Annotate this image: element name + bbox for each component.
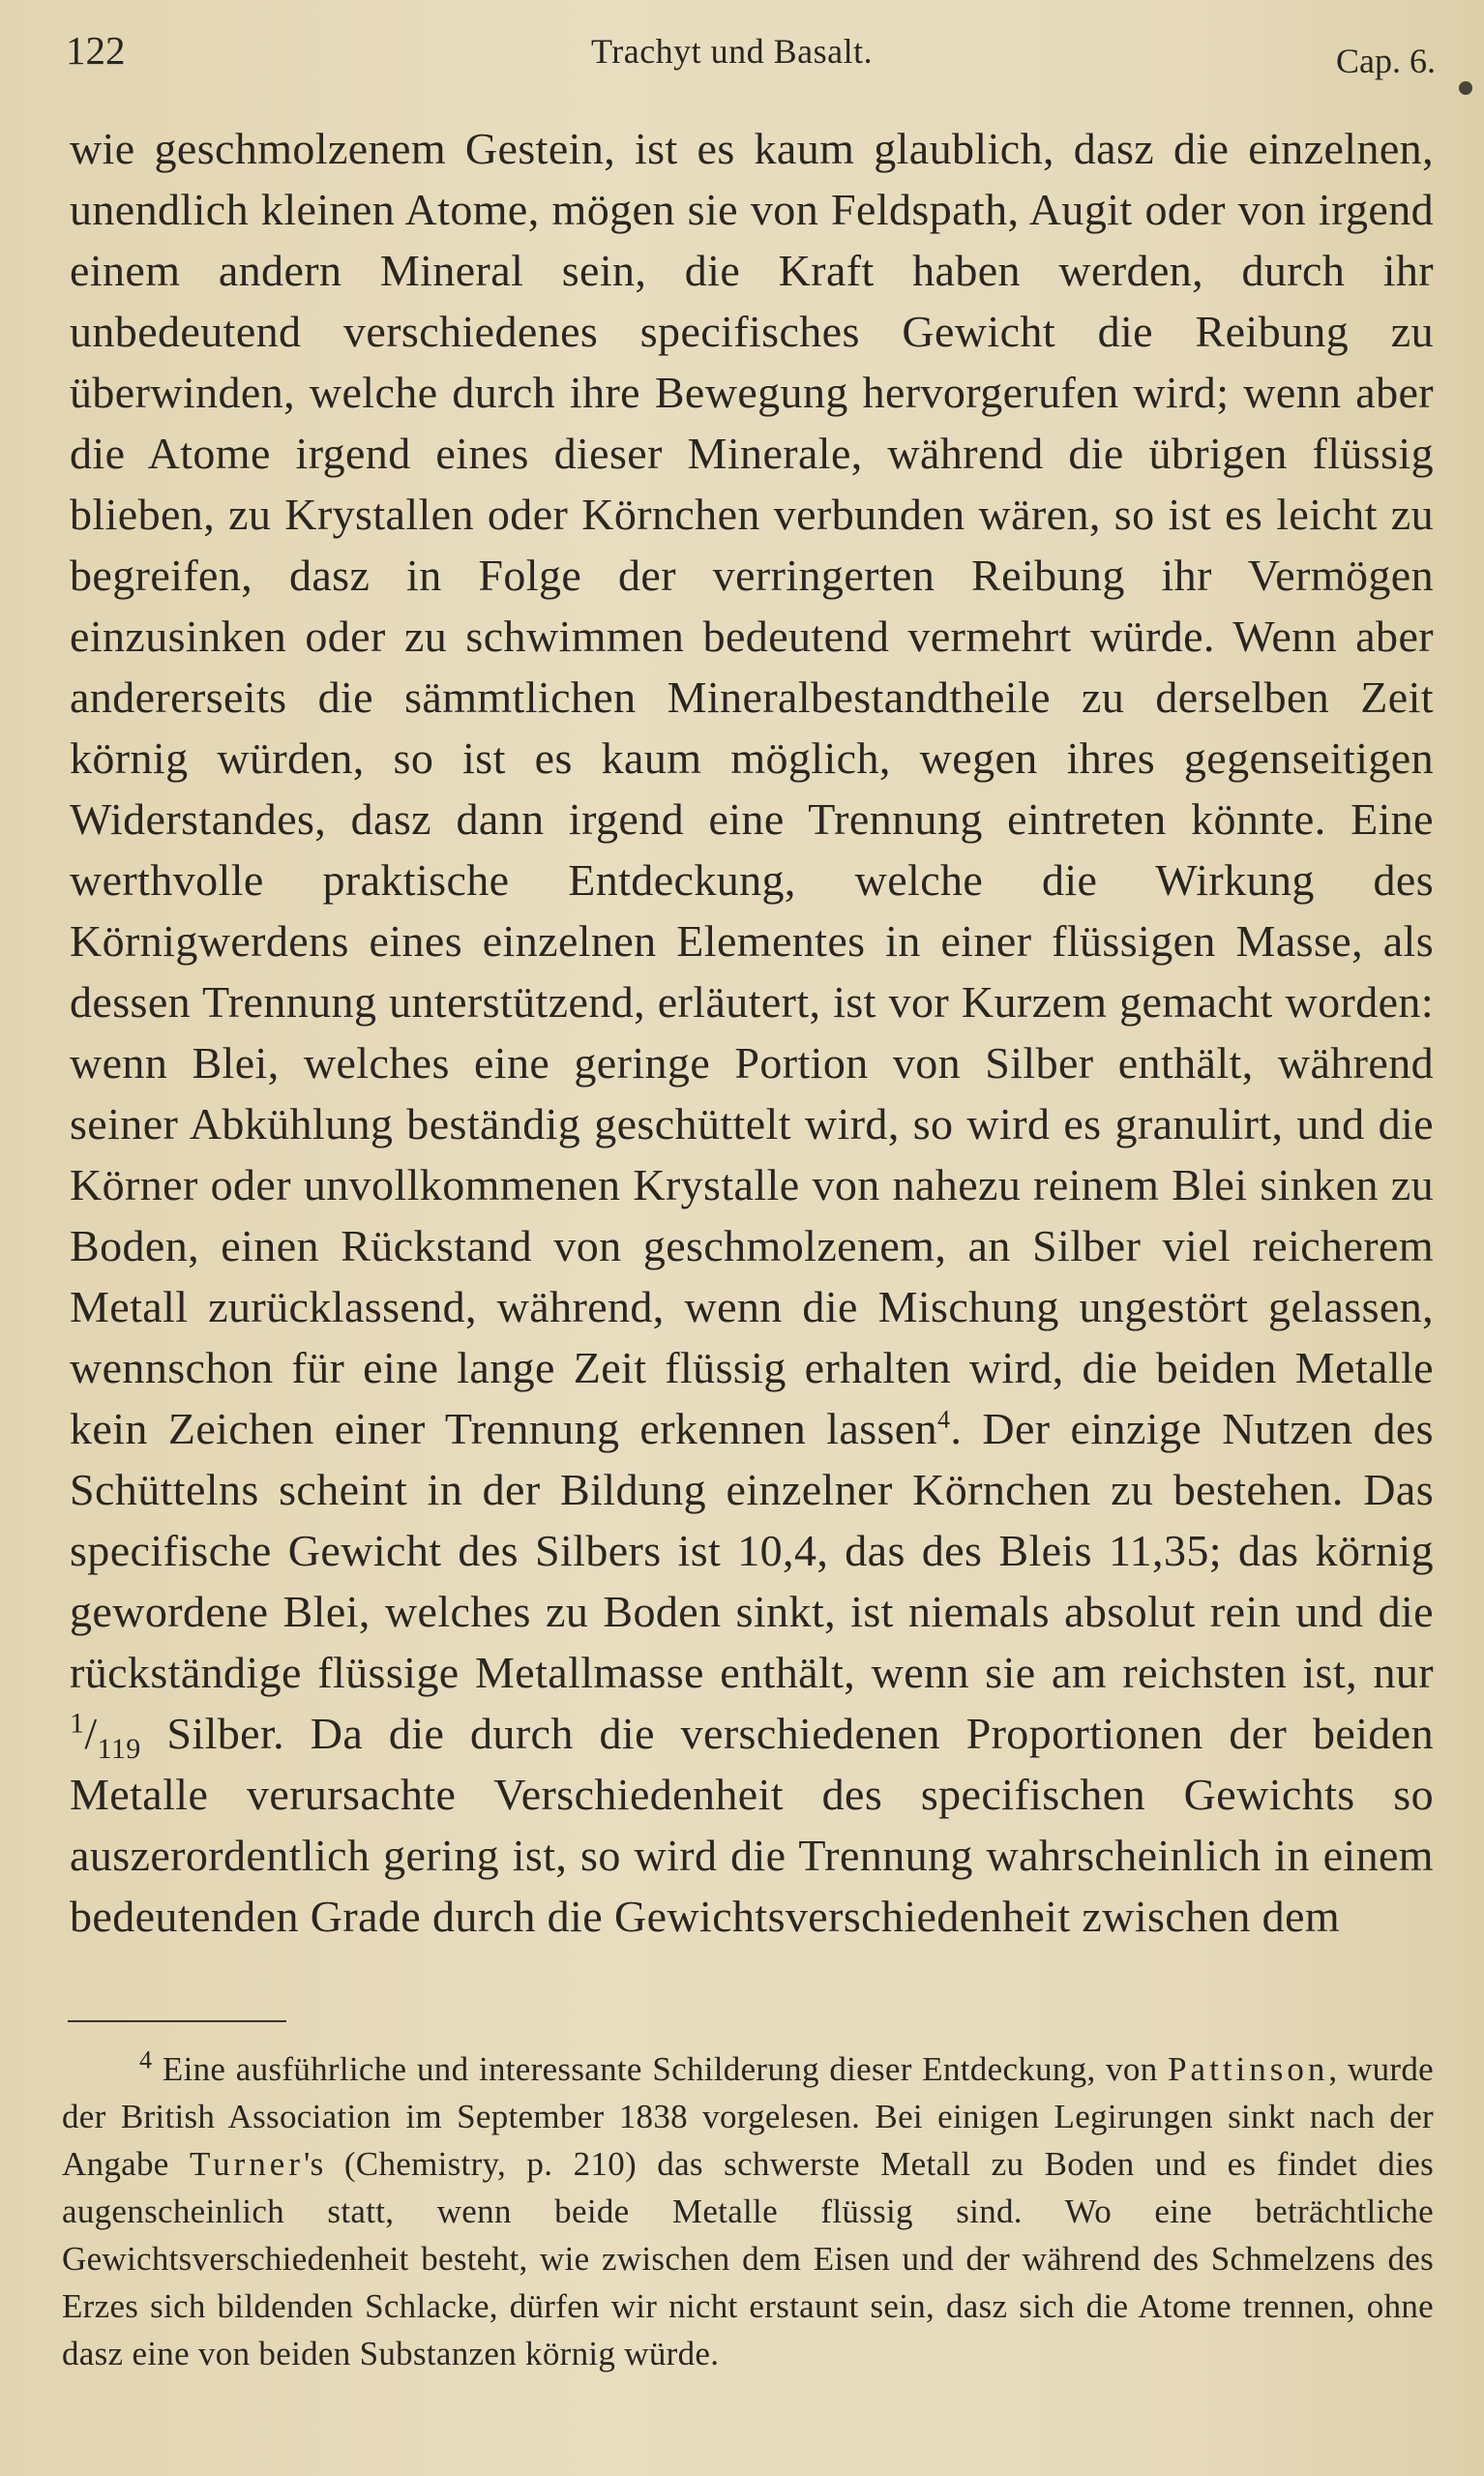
footnote-marker: 4 [139, 2045, 153, 2074]
ink-speck [1459, 81, 1472, 95]
footnote-name-turner: Turner [189, 2145, 304, 2183]
body-text-part-2: . Der einzige Nutzen des Schüttelns scheint in der Bildung einzelner Körnchen zu bestehen. Das specifische Gewicht des Silbers ist 10,4, das des Bleis 11,35; das körnig gewordene Blei, welches zu Boden sinkt, ist niemals absolut rein und die rückständige flüssige Metallmasse enthält, wenn sie am reichsten ist, nur [70, 1404, 1434, 1697]
footnote [62, 2045, 1434, 2377]
body-text-part-1: wie geschmolzenem Gestein, ist es kaum glaublich, dasz die einzelnen, unendlich kleinen Atome, mögen sie von Feldspath, Augit oder von irgend einem andern Mineral sein, die Kraft haben werden, durch ihr unbedeutend verschiedenes specifisches Gewicht die Reibung zu überwinden, welche durch ihre Bewegung hervorgerufen wird; wenn aber die Atome irgend eines dieser Minerale, während die übrigen flüssig blieben, zu Krystallen oder Körnchen verbunden wären, so ist es leicht zu begreifen, dasz in Folge der verringerten Reibung ihr Vermögen einzusinken oder zu schwimmen bedeutend vermehrt würde. Wenn aber andererseits die sämmtlichen Mineralbestandtheile zu derselben Zeit körnig würden, so ist es kaum möglich, wegen ihres gegenseitigen Widerstandes, dasz dann irgend eine Trennung eintreten könnte. Eine werthvolle praktische Entdeckung, welche die Wirkung des Körnigwerdens eines einzelnen Elementes in einer flüssigen Masse, als dessen Trennung unterstützend, erläutert, ist vor Kurzem gemacht worden: wenn Blei, welches eine geringe Portion von Silber enthält, während seiner Abkühlung beständig geschüttelt wird, so wird es granulirt, und die Körner oder unvollkommenen Krystalle von nahezu reinem Blei sinken zu Boden, einen Rückstand von geschmolzenem, an Silber viel reicherem Metall zurücklassend, während, wenn die Mischung ungestört gelassen, wennschon für eine lange Zeit flüssig erhalten wird, die beiden Metalle kein Zeichen einer Trennung erkennen lassen [70, 124, 1434, 1453]
footnote-text-part-1: Eine ausführliche und interessante Schilderung dieser Entdeckung, von [152, 2050, 1169, 2088]
running-title: Trachyt und Basalt. [591, 32, 874, 71]
footnote-text-part-3: 's (Chemistry, p. 210) das schwerste Metall zu Boden und es findet dies augenscheinlich statt, wenn beide Metalle flüssig sind. Wo eine beträchtliche Gewichtsverschiedenheit besteht, wie zwischen dem Eisen und der während des Schmelzens des Erzes sich bildenden Schlacke, dürfen wir nicht erstaunt sein, dasz sich die Atome trennen, ohne dasz eine von beiden Substanzen körnig würde. [62, 2145, 1434, 2372]
page-number: 122 [66, 28, 126, 73]
body-text-part-3: Silber. Da die durch die verschiedenen Proportionen der beiden Metalle verursachte Verschiedenheit des specifischen Gewichts so auszerordentlich gering ist, so wird die Trennung wahrscheinlich in einem bedeutenden Grade durch die Gewichtsverschiedenheit zwischen dem [70, 1709, 1434, 1941]
footnote-name-pattinson: Pattinson [1168, 2050, 1329, 2088]
footnote-text-part-2: , wurde der British Association im September 1838 vorgelesen. Bei einigen Legirungen sinkt nach der Angabe [62, 2050, 1434, 2183]
footnote-reference: 4 [937, 1405, 951, 1434]
footnote-paragraph [62, 2045, 1434, 2377]
page-header [66, 27, 1436, 85]
fraction: $^1/_{119}$ [70, 1707, 141, 1766]
chapter-label: Cap. 6. [1336, 42, 1436, 80]
footnote-divider [68, 2020, 286, 2022]
body-paragraph [70, 118, 1434, 1947]
fraction-denominator: 119 [97, 1733, 141, 1766]
fraction-numerator: 1 [70, 1707, 85, 1740]
body-text [70, 118, 1434, 1947]
